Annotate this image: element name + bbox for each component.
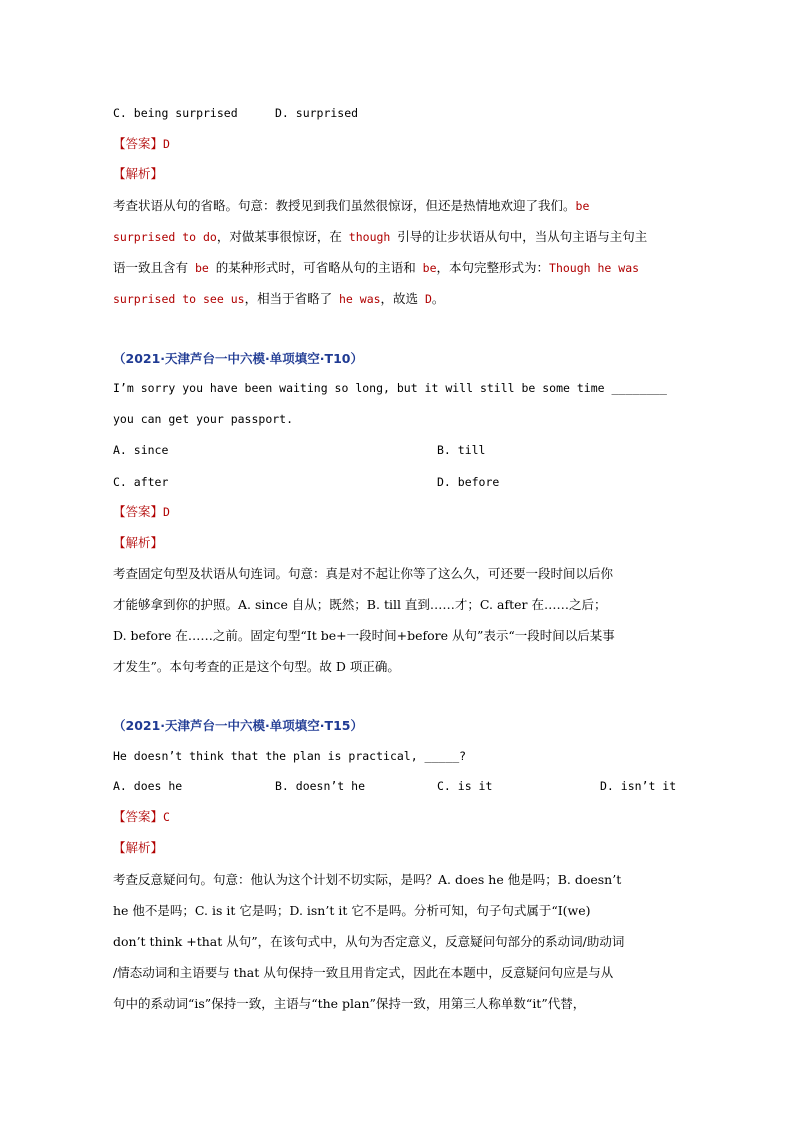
option-d: D. isn’t it — [600, 779, 677, 793]
explanation-line: surprised to see us，相当于省略了 he was，故选 D。 — [113, 291, 445, 306]
explanation-line: don’t think +that 从句”，在该句式中，从句为否定意义，反意疑问句部分的系动词/助动词 — [113, 934, 625, 949]
question-source: （2021·天津芦台一中六模·单项填空·T10） — [113, 351, 363, 366]
answer-line — [113, 504, 683, 520]
explanation-line: 考查固定句型及状语从句连词。句意：真是对不起让你等了这么久，可还要一段时间以后你 — [113, 566, 614, 581]
explanation-line: /情态动词和主语要与 that 从句保持一致且用肯定式，因此在本题中，反意疑问句应是与从 — [113, 965, 614, 980]
option-b: B. till — [437, 443, 486, 457]
explanation-line: 才能够拿到你的护照。A. since 自从；既然；B. till 直到……才；C. after 在……之后； — [113, 597, 607, 612]
explanation-line: surprised to do，对做某事很惊讶，在 though 引导的让步状语从句中，当从句主语与主句主 — [113, 229, 648, 244]
question-source: （2021·天津芦台一中六模·单项填空·T15） — [113, 718, 363, 733]
answer-label: 【答案】 — [113, 136, 164, 151]
option-c: C. being surprised — [113, 106, 238, 120]
question-stem: He doesn’t think that the plan is practical, _____? — [113, 749, 467, 763]
option-b: B. doesn’t he — [275, 779, 366, 793]
answer-value: C — [163, 810, 170, 824]
answer-line — [113, 136, 683, 152]
explanation-line: D. before 在……之前。固定句型“It be+一段时间+before 从句”表示“一段时间以后某事 — [113, 628, 615, 643]
option-a: A. does he — [113, 779, 183, 793]
option-d: D. before — [437, 475, 500, 489]
explanation-line: 才发生”。本句考查的正是这个句型。故 D 项正确。 — [113, 659, 400, 674]
answer-value: D — [163, 505, 170, 519]
answer-value: D — [163, 137, 170, 151]
analysis-label: 【解析】 — [113, 535, 164, 550]
explanation-line: 语一致且含有 be 的某种形式时，可省略从句的主语和 be，本句完整形式为：Though he was — [113, 260, 640, 275]
option-d: D. surprised — [275, 106, 359, 120]
option-c: C. is it — [437, 779, 493, 793]
explanation-line: he 他不是吗；C. is it 它是吗；D. isn’t it 它不是吗。分析可知，句子句式属于“I(we) — [113, 903, 591, 918]
answer-line — [113, 809, 683, 825]
explanation-line: 句中的系动词“is”保持一致，主语与“the plan”保持一致，用第三人称单数“it”代替， — [113, 996, 586, 1011]
analysis-label: 【解析】 — [113, 166, 164, 181]
option-a: A. since — [113, 443, 169, 457]
explanation-line: 考查反意疑问句。句意：他认为这个计划不切实际，是吗？A. does he 他是吗；B. doesn’t — [113, 872, 622, 887]
answer-label: 【答案】 — [113, 504, 164, 519]
explanation-line: 考查状语从句的省略。句意：教授见到我们虽然很惊讶，但还是热情地欢迎了我们。be — [113, 198, 590, 213]
analysis-label: 【解析】 — [113, 840, 164, 855]
option-c: C. after — [113, 475, 169, 489]
answer-label: 【答案】 — [113, 809, 164, 824]
question-stem: you can get your passport. — [113, 412, 294, 426]
question-stem: I’m sorry you have been waiting so long, but it will still be some time ________ — [113, 381, 667, 395]
